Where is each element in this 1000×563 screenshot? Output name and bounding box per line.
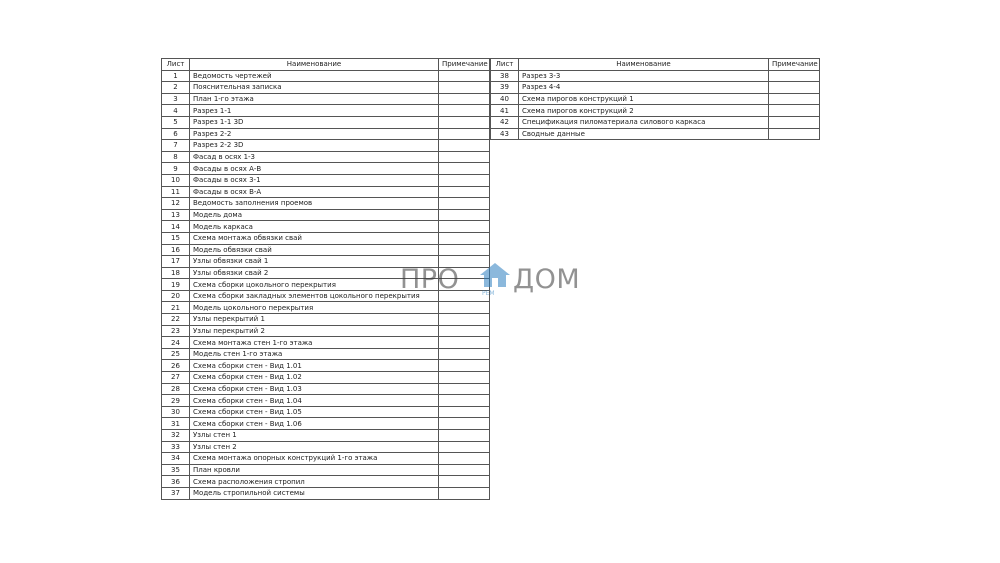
sheet-number-cell: 33: [162, 441, 190, 453]
sheet-number-cell: 29: [162, 395, 190, 407]
table-row: [162, 93, 490, 105]
sheet-number-cell: 3: [162, 93, 190, 105]
sheet-number-cell: 9: [162, 163, 190, 175]
sheet-note-cell: [439, 487, 490, 499]
table-row: [162, 116, 490, 128]
header-name: Наименование: [190, 59, 439, 71]
sheet-note-cell: [769, 128, 820, 140]
table-row: [162, 221, 490, 233]
sheet-name-cell: Узлы стен 2: [190, 441, 439, 453]
sheet-name-cell: Схема сборки закладных элементов цокольного перекрытия: [190, 290, 439, 302]
header-name: Наименование: [519, 59, 769, 71]
sheet-name-cell: Фасад в осях 1-3: [190, 151, 439, 163]
sheet-name-cell: Схема монтажа опорных конструкций 1-го этажа: [190, 453, 439, 465]
table-row: [162, 209, 490, 221]
table-row: [491, 128, 820, 140]
table-row: [162, 128, 490, 140]
sheet-name-cell: Схема расположения стропил: [190, 476, 439, 488]
table-row: [162, 244, 490, 256]
sheet-note-cell: [439, 82, 490, 94]
sheet-number-cell: 26: [162, 360, 190, 372]
table-row: [491, 105, 820, 117]
sheet-note-cell: [439, 360, 490, 372]
table-row: [162, 186, 490, 198]
sheet-note-cell: [769, 93, 820, 105]
table-row: [162, 464, 490, 476]
table-row: [162, 406, 490, 418]
sheet-name-cell: Схема монтажа стен 1-го этажа: [190, 337, 439, 349]
sheet-note-cell: [439, 395, 490, 407]
sheet-note-cell: [439, 372, 490, 384]
sheet-name-cell: Схема сборки цокольного перекрытия: [190, 279, 439, 291]
sheet-name-cell: Схема пирогов конструкций 2: [519, 105, 769, 117]
sheet-name-cell: Сводные данные: [519, 128, 769, 140]
table-row: [162, 383, 490, 395]
sheet-number-cell: 23: [162, 325, 190, 337]
watermark-logo: [400, 262, 600, 302]
sheet-name-cell: Схема пирогов конструкций 1: [519, 93, 769, 105]
sheet-note-cell: [439, 383, 490, 395]
table-row: [491, 93, 820, 105]
sheet-note-cell: [439, 93, 490, 105]
sheet-name-cell: Схема сборки стен - Вид 1.01: [190, 360, 439, 372]
table-row: [162, 105, 490, 117]
sheet-number-cell: 32: [162, 430, 190, 442]
sheet-number-cell: 17: [162, 256, 190, 268]
sheet-note-cell: [439, 337, 490, 349]
sheet-note-cell: [439, 70, 490, 82]
table-row: [491, 116, 820, 128]
sheet-name-cell: Разрез 1-1: [190, 105, 439, 117]
table-row: [162, 441, 490, 453]
sheet-number-cell: 19: [162, 279, 190, 291]
sheet-name-cell: Фасады в осях А-В: [190, 163, 439, 175]
sheet-list-table-right: [490, 58, 820, 140]
sheet-number-cell: 43: [491, 128, 519, 140]
table-row: [162, 372, 490, 384]
sheet-note-cell: [769, 82, 820, 94]
sheet-note-cell: [439, 105, 490, 117]
sheet-note-cell: [439, 314, 490, 326]
sheet-number-cell: 18: [162, 267, 190, 279]
sheet-number-cell: 15: [162, 232, 190, 244]
sheet-note-cell: [439, 221, 490, 233]
sheet-number-cell: 6: [162, 128, 190, 140]
sheet-name-cell: Схема сборки стен - Вид 1.04: [190, 395, 439, 407]
watermark-text-pro: ПРО: [400, 264, 460, 295]
sheet-note-cell: [439, 116, 490, 128]
watermark-text-dom: ДОМ: [513, 264, 581, 295]
sheet-note-cell: [439, 198, 490, 210]
table-row: [491, 82, 820, 94]
sheet-name-cell: Схема сборки стен - Вид 1.02: [190, 372, 439, 384]
sheet-note-cell: [439, 174, 490, 186]
sheet-number-cell: 38: [491, 70, 519, 82]
sheet-number-cell: 35: [162, 464, 190, 476]
sheet-number-cell: 25: [162, 348, 190, 360]
sheet-number-cell: 28: [162, 383, 190, 395]
table-header-row: [491, 59, 820, 71]
table-row: [162, 151, 490, 163]
sheet-note-cell: [439, 140, 490, 152]
sheet-name-cell: Фасады в осях В-А: [190, 186, 439, 198]
table-row: [162, 140, 490, 152]
sheet-name-cell: Модель каркаса: [190, 221, 439, 233]
sheet-note-cell: [439, 232, 490, 244]
table-row: [162, 337, 490, 349]
table-row: [162, 82, 490, 94]
sheet-note-cell: [439, 151, 490, 163]
sheet-note-cell: [439, 453, 490, 465]
sheet-number-cell: 14: [162, 221, 190, 233]
sheet-note-cell: [769, 105, 820, 117]
sheet-note-cell: [439, 418, 490, 430]
sheet-name-cell: Узлы перекрытий 2: [190, 325, 439, 337]
sheet-number-cell: 30: [162, 406, 190, 418]
sheet-name-cell: Разрез 2-2: [190, 128, 439, 140]
sheet-number-cell: 41: [491, 105, 519, 117]
table-row: [162, 232, 490, 244]
sheet-note-cell: [439, 441, 490, 453]
table-row: [162, 476, 490, 488]
table-row: [162, 302, 490, 314]
sheet-number-cell: 24: [162, 337, 190, 349]
sheet-name-cell: Схема монтажа обвязки свай: [190, 232, 439, 244]
sheet-number-cell: 11: [162, 186, 190, 198]
house-icon: [478, 262, 512, 288]
sheet-name-cell: Схема сборки стен - Вид 1.06: [190, 418, 439, 430]
sheet-name-cell: Разрез 2-2 3D: [190, 140, 439, 152]
sheet-number-cell: 5: [162, 116, 190, 128]
header-sheet: Лист: [491, 59, 519, 71]
sheet-name-cell: Модель стен 1-го этажа: [190, 348, 439, 360]
sheet-number-cell: 13: [162, 209, 190, 221]
header-note: Примечание: [769, 59, 820, 71]
sheet-name-cell: План кровли: [190, 464, 439, 476]
header-sheet: Лист: [162, 59, 190, 71]
sheet-note-cell: [439, 186, 490, 198]
sheet-number-cell: 42: [491, 116, 519, 128]
table-row: [491, 70, 820, 82]
sheet-note-cell: [439, 163, 490, 175]
sheet-number-cell: 34: [162, 453, 190, 465]
sheet-number-cell: 39: [491, 82, 519, 94]
sheet-name-cell: План 1-го этажа: [190, 93, 439, 105]
table-row: [162, 348, 490, 360]
table-row: [162, 325, 490, 337]
sheet-name-cell: Схема сборки стен - Вид 1.05: [190, 406, 439, 418]
sheet-number-cell: 10: [162, 174, 190, 186]
sheet-note-cell: [439, 348, 490, 360]
sheet-name-cell: Спецификация пиломатериала силового каркаса: [519, 116, 769, 128]
sheet-note-cell: [439, 244, 490, 256]
sheet-note-cell: [439, 209, 490, 221]
sheet-number-cell: 27: [162, 372, 190, 384]
table-row: [162, 360, 490, 372]
sheet-name-cell: Модель стропильной системы: [190, 487, 439, 499]
sheet-note-cell: [439, 476, 490, 488]
sheet-note-cell: [439, 430, 490, 442]
sheet-name-cell: Разрез 3-3: [519, 70, 769, 82]
sheet-name-cell: Узлы перекрытий 1: [190, 314, 439, 326]
sheet-name-cell: Узлы стен 1: [190, 430, 439, 442]
sheet-number-cell: 2: [162, 82, 190, 94]
sheet-name-cell: Ведомость заполнения проемов: [190, 198, 439, 210]
header-note: Примечание: [439, 59, 490, 71]
sheet-note-cell: [439, 406, 490, 418]
sheet-name-cell: Модель цокольного перекрытия: [190, 302, 439, 314]
table-header-row: [162, 59, 490, 71]
sheet-note-cell: [439, 302, 490, 314]
sheet-name-cell: Разрез 1-1 3D: [190, 116, 439, 128]
sheet-name-cell: Узлы обвязки свай 1: [190, 256, 439, 268]
sheet-note-cell: [439, 128, 490, 140]
table-row: [162, 395, 490, 407]
table-row: [162, 314, 490, 326]
sheet-name-cell: Разрез 4-4: [519, 82, 769, 94]
sheet-number-cell: 40: [491, 93, 519, 105]
sheet-number-cell: 36: [162, 476, 190, 488]
sheet-name-cell: Ведомость чертежей: [190, 70, 439, 82]
sheet-number-cell: 20: [162, 290, 190, 302]
sheet-number-cell: 37: [162, 487, 190, 499]
table-row: [162, 453, 490, 465]
sheet-number-cell: 7: [162, 140, 190, 152]
sheet-name-cell: Пояснительная записка: [190, 82, 439, 94]
table-row: [162, 198, 490, 210]
sheet-name-cell: Фасады в осях 3-1: [190, 174, 439, 186]
sheet-number-cell: 21: [162, 302, 190, 314]
sheet-name-cell: Узлы обвязки свай 2: [190, 267, 439, 279]
sheet-name-cell: Модель обвязки свай: [190, 244, 439, 256]
table-row: [162, 430, 490, 442]
sheet-number-cell: 31: [162, 418, 190, 430]
sheet-number-cell: 1: [162, 70, 190, 82]
sheet-number-cell: 22: [162, 314, 190, 326]
sheet-name-cell: Схема сборки стен - Вид 1.03: [190, 383, 439, 395]
sheet-list-right-body: [491, 70, 820, 140]
sheet-number-cell: 4: [162, 105, 190, 117]
table-row: [162, 70, 490, 82]
sheet-number-cell: 12: [162, 198, 190, 210]
sheet-note-cell: [769, 116, 820, 128]
table-row: [162, 487, 490, 499]
sheet-number-cell: 16: [162, 244, 190, 256]
sheet-note-cell: [439, 325, 490, 337]
table-row: [162, 418, 490, 430]
sheet-number-cell: 8: [162, 151, 190, 163]
table-row: [162, 174, 490, 186]
sheet-name-cell: Модель дома: [190, 209, 439, 221]
watermark-subtext: РЕМ: [482, 290, 495, 297]
sheet-note-cell: [439, 464, 490, 476]
table-row: [162, 163, 490, 175]
sheet-note-cell: [769, 70, 820, 82]
